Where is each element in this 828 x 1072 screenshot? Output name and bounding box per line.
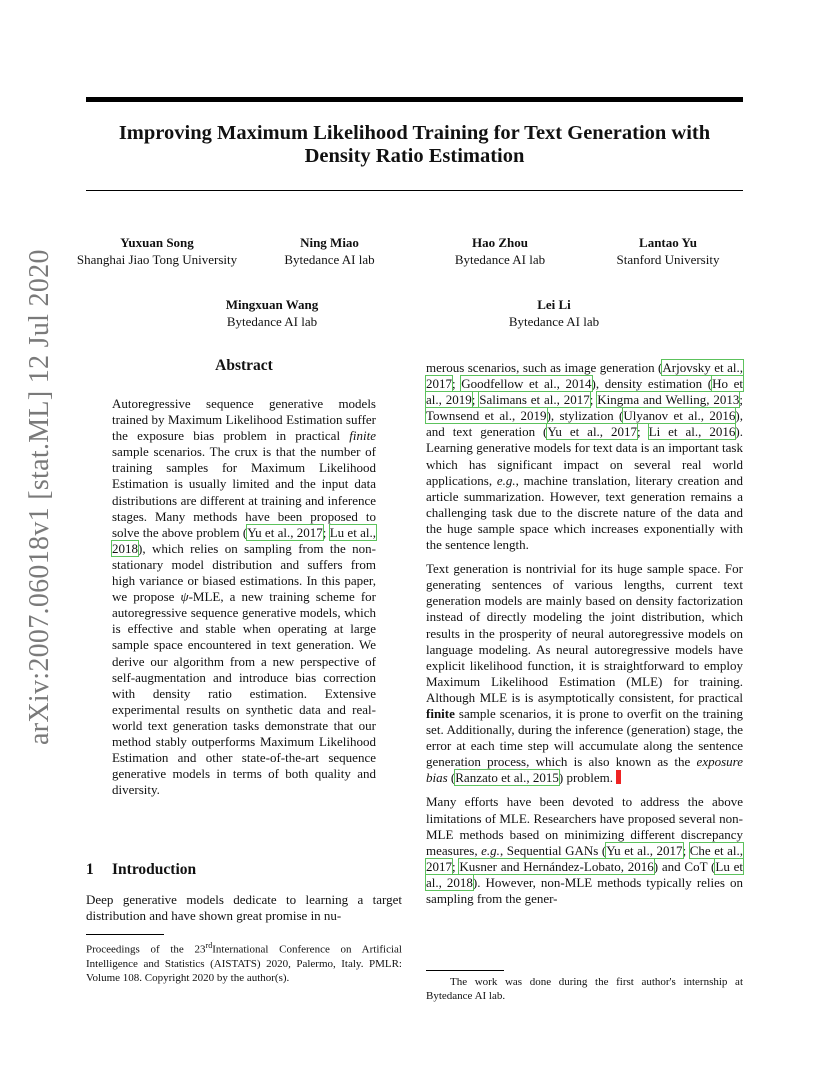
citation-link[interactable]: Lu et al., 2018 xyxy=(426,858,743,890)
title-rule-bottom xyxy=(86,190,743,191)
section-heading xyxy=(86,861,196,879)
citation-link[interactable]: Yu et al., 2017 xyxy=(247,524,323,540)
footnote-proceedings xyxy=(86,939,402,985)
citation-link[interactable]: Che et al., 2017 xyxy=(426,842,743,874)
citation-link[interactable]: Yu et al., 2017 xyxy=(606,842,683,858)
section-number: 1 xyxy=(86,861,94,878)
author-block xyxy=(262,235,397,268)
author-name: Hao Zhou xyxy=(472,235,528,250)
citation-link[interactable]: Kingma and Welling, 2013 xyxy=(597,392,740,408)
footnote-text: International Conference on Artificial Intelligence and Statistics (AISTATS) 2020, Palermo, Italy. PMLR: Volume 108. Copyright 2020 by the author(s). xyxy=(86,943,402,984)
citation-link[interactable]: Kusner and Hernández-Lobato, 2016 xyxy=(459,858,654,874)
section-title: Introduction xyxy=(112,861,197,878)
author-name: Yuxuan Song xyxy=(120,235,194,250)
citation-link[interactable]: Ho et al., 2019 xyxy=(426,376,743,408)
author-block xyxy=(484,297,624,330)
arxiv-identifier: arXiv:2007.06018v1 [stat.ML] 12 Jul 2020 xyxy=(24,249,55,745)
citation-link[interactable]: Ranzato et al., 2015 xyxy=(455,770,559,786)
footnote-rule xyxy=(426,970,504,971)
author-affiliation: Shanghai Jiao Tong University xyxy=(76,251,238,267)
footnote-text: Proceedings of the 23 xyxy=(86,943,206,956)
author-affiliation: Bytedance AI lab xyxy=(454,251,546,267)
citation-link[interactable]: Yu et al., 2017 xyxy=(547,424,638,440)
author-affiliation: Stanford University xyxy=(616,251,720,267)
footnote-sup: rd xyxy=(205,941,213,950)
footnote-rule xyxy=(86,934,164,935)
citation-link[interactable]: Goodfellow et al., 2014 xyxy=(461,376,592,392)
author-block xyxy=(430,235,570,268)
citation-link[interactable]: Ulyanov et al., 2016 xyxy=(623,408,736,424)
citation-link[interactable]: Salimans et al., 2017 xyxy=(479,392,590,408)
author-name: Lantao Yu xyxy=(639,235,697,250)
author-name: Lei Li xyxy=(537,297,571,312)
citation-link[interactable]: Arjovsky et al., 2017 xyxy=(426,360,743,392)
right-column: merous scenarios, such as image generation (Arjovsky et al., 2017; Goodfellow et al., 2014), density estimation (Ho et al., 2019; Salimans et al., 2017; Kingma and Welling, 2013; Townsend et al., 2019), stylization (Ulyanov et al., 2016), and text generation (Yu et al., 2017; Li et al., 2016). Learning generative models for text data is an important task which has significant impact on several real world applications, e.g., machine translation, literary creation and article summarization. However, text generation remains a challenging task due to the discrete nature of the data and the huge sample space which increases exponentially with the sentence length. Text generation is nontrivial for its huge sample space. For generating sentences of various lengths, current text generation models are mainly based on density factorization instead of directly modeling the joint distribution, which results in the prosperity of neural autoregressive models on language modeling. As neural autoregressive models have explicit likelihood function, it is straightforward to employ Maximum Likelihood Estimation (MLE) for training. Although MLE is is asymptotically consistent, for practical finite sample scenarios, it is prone to overfit on the training set. Additionally, during the inference (generation) stage, the error at each time step will accumulate along the sentence generation process, which is also known as the exposure bias (Ranzato et al., 2015) problem. Many efforts have been devoted to address the above limitations of MLE. Researchers have proposed several non-MLE methods based on minimizing different discrepancy measures, e.g., Sequential GANs (Yu et al., 2017; Che et al., 2017; Kusner and Hernández-Lobato, 2016) and CoT (Lu et al., 2018). However, non-MLE methods typically relies on sampling from the gener- xyxy=(426,360,743,906)
footnote-marker[interactable] xyxy=(616,770,621,784)
author-affiliation: Bytedance AI lab xyxy=(284,251,375,267)
footnote-internship: The work was done during the first author's internship at Bytedance AI lab. xyxy=(426,976,743,1002)
intro-paragraph: Deep generative models dedicate to learning a target distribution and have shown great promise in nu- xyxy=(86,892,402,924)
paper-title: Improving Maximum Likelihood Training for Text Generation with Density Ratio Estimation xyxy=(118,122,711,167)
citation-link[interactable]: Li et al., 2016 xyxy=(648,424,736,440)
author-name: Ning Miao xyxy=(300,235,359,250)
author-block xyxy=(62,235,252,268)
author-affiliation: Bytedance AI lab xyxy=(226,313,318,329)
author-affiliation: Bytedance AI lab xyxy=(508,313,600,329)
author-block xyxy=(202,297,342,330)
citation-link[interactable]: Townsend et al., 2019 xyxy=(426,408,547,424)
abstract-heading: Abstract xyxy=(215,357,273,374)
citation-link[interactable]: Lu et al., 2018 xyxy=(112,524,376,556)
abstract-body: Autoregressive sequence generative models trained by Maximum Likelihood Estimation suffer the exposure bias problem in practical finite sample scenarios. The crux is that the number of training samples for Maximum Likelihood Estimation is usually limited and the input data distributions are different at training and inference stages. Many methods have been proposed to solve the above problem (Yu et al., 2017; Lu et al., 2018), which relies on sampling from the non-stationary model distribution and suffers from high variance or biased estimations. In this paper, we propose ψ-MLE, a new training scheme for autoregressive sequence generative models, which is effective and stable when operating at large sample space encountered in text generation. We derive our algorithm from a new perspective of self-augmentation and introduce bias correction with density ratio estimation. Extensive experimental results on synthetic data and real-world text generation tasks demonstrate that our method stably outperforms Maximum Likelihood Estimation and other state-of-the-art sequence generative models in terms of both quality and diversity. xyxy=(112,396,376,798)
author-name: Mingxuan Wang xyxy=(225,297,319,312)
author-block xyxy=(598,235,738,268)
title-rule-top xyxy=(86,97,743,102)
